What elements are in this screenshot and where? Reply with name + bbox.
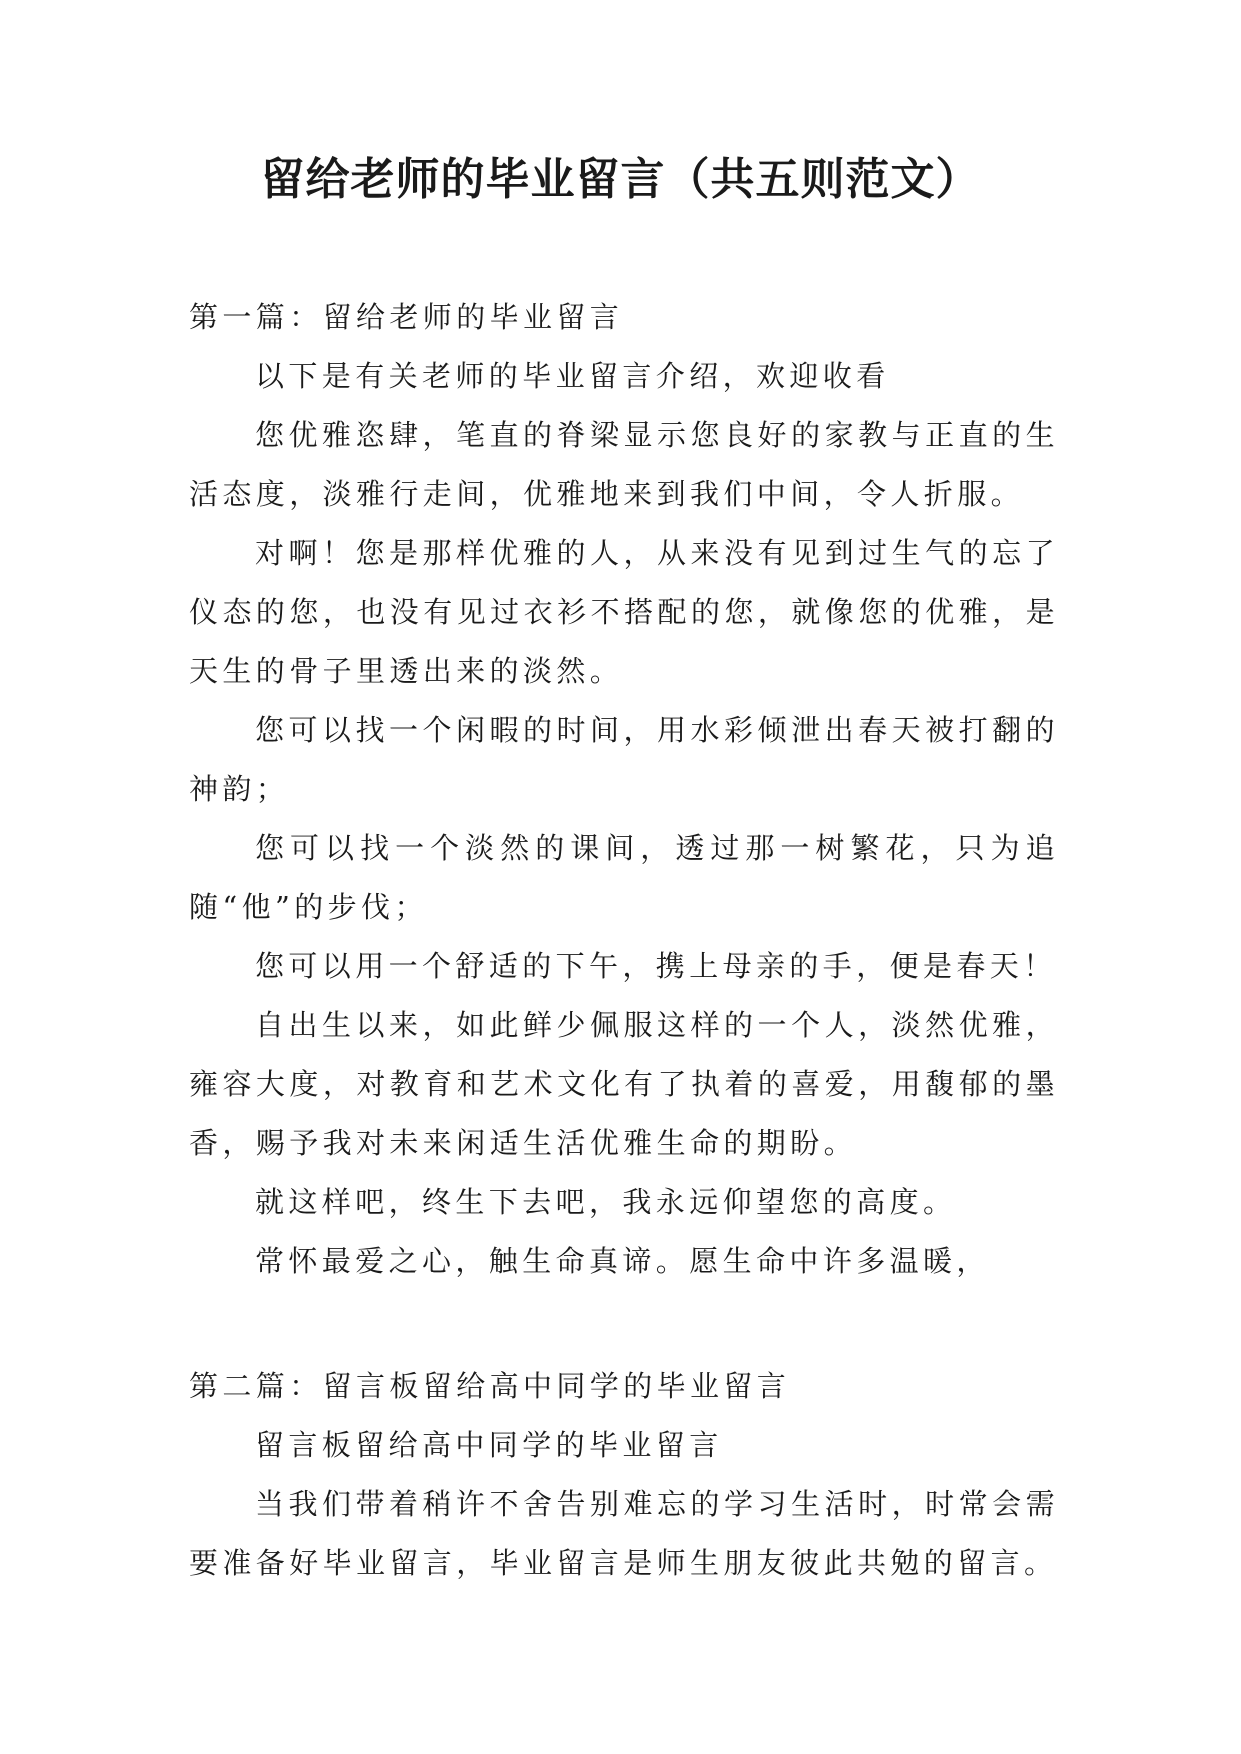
section-1-paragraph: 常怀最爱之心，触生命真谛。愿生命中许多温暖， <box>255 1244 990 1278</box>
section-1-paragraph: 对啊！您是那样优雅的人，从来没有见到过生气的忘了仪态的您，也没有见过衣衫不搭配的您，就像您的优雅，是天生的骨子里透出来的淡然。 <box>189 536 1059 688</box>
section-2-paragraph: 当我们带着稍许不舍告别难忘的学习生活时，时常会需要准备好毕业留言，毕业留言是师生朋友彼此共勉的留言。 <box>189 1487 1059 1580</box>
section-2-heading: 第二篇：留言板留给高中同学的毕业留言 <box>189 1369 791 1403</box>
section-1-heading: 第一篇：留给老师的毕业留言 <box>189 300 624 334</box>
section-1-paragraph: 您可以用一个舒适的下午，携上母亲的手，便是春天！ <box>255 949 1057 983</box>
section-1-paragraph: 您可以找一个淡然的课间，透过那一树繁花，只为追随“他”的步伐； <box>189 831 1059 924</box>
document-body <box>189 288 1059 1593</box>
section-1-paragraph: 以下是有关老师的毕业留言介绍，欢迎收看 <box>255 359 890 393</box>
section-1-paragraph: 您可以找一个闲暇的时间，用水彩倾泄出春天被打翻的神韵； <box>189 713 1059 806</box>
section-2-paragraph: 留言板留给高中同学的毕业留言 <box>255 1428 723 1462</box>
section-1-paragraph: 您优雅恣肆，笔直的脊梁显示您良好的家教与正直的生活态度，淡雅行走间，优雅地来到我们中间，令人折服。 <box>189 418 1059 511</box>
section-1-paragraph: 自出生以来，如此鲜少佩服这样的一个人，淡然优雅，雍容大度，对教育和艺术文化有了执着的喜爱，用馥郁的墨香，赐予我对未来闲适生活优雅生命的期盼。 <box>189 1008 1059 1160</box>
document-title: 留给老师的毕业留言（共五则范文） <box>260 154 981 205</box>
section-1-paragraph: 就这样吧，终生下去吧，我永远仰望您的高度。 <box>255 1185 957 1219</box>
section-spacer <box>189 1291 1059 1357</box>
